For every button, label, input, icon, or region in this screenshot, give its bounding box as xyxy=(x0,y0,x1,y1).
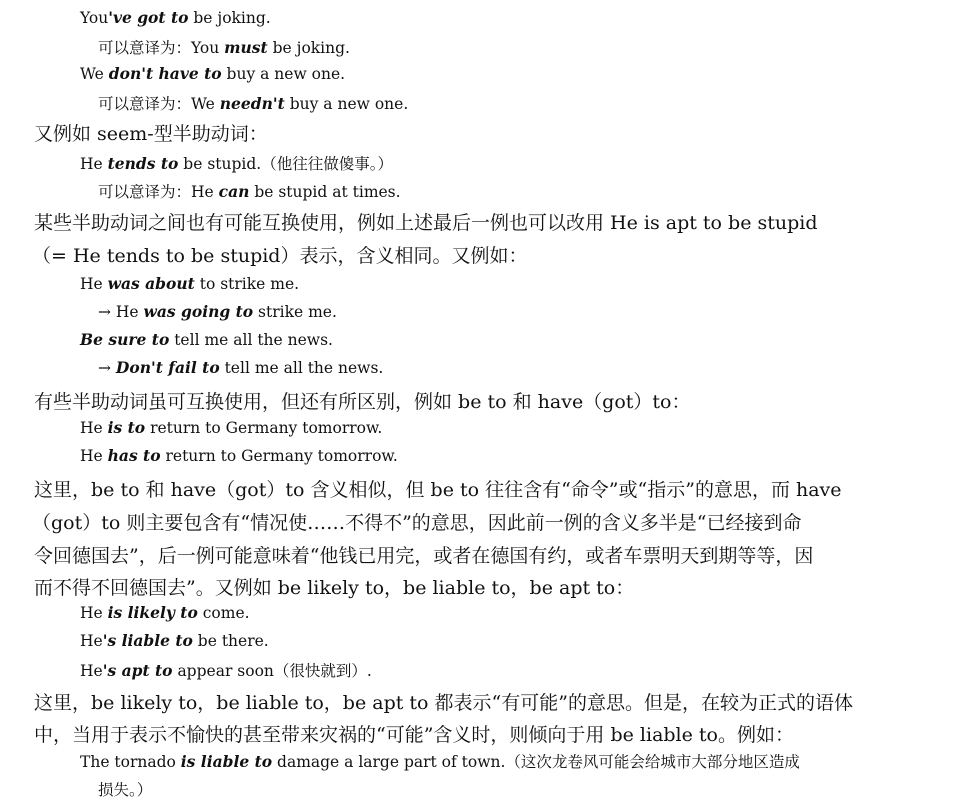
example-line xyxy=(80,330,333,349)
example-line xyxy=(80,64,345,83)
text-run: We xyxy=(80,65,109,83)
example-line xyxy=(80,446,398,465)
text-run: be stupid at times. xyxy=(249,183,401,201)
example-line xyxy=(80,631,269,650)
text-run: He xyxy=(80,447,108,465)
body-text-line xyxy=(34,387,691,414)
text-run: 有些半助动词虽可互换使用，但还有所区别，例如 be to 和 have（got）to： xyxy=(34,391,691,413)
text-run: He xyxy=(80,275,108,293)
emphasized-phrase: 's apt to xyxy=(102,661,173,680)
body-text-line xyxy=(32,241,527,268)
text-run: buy a new one. xyxy=(221,65,346,83)
example-line xyxy=(98,358,383,377)
text-run: He xyxy=(80,155,108,173)
example-line xyxy=(80,418,382,437)
text-run: 可以意译为：He xyxy=(98,183,219,201)
example-line xyxy=(80,659,372,681)
emphasized-phrase: was going to xyxy=(143,302,254,321)
text-run: 又例如 seem-型半助动词： xyxy=(34,123,268,145)
text-run: （= He tends to be stupid）表示，含义相同。又例如： xyxy=(32,245,528,267)
emphasized-phrase: is to xyxy=(107,418,146,437)
text-run: tell me all the news. xyxy=(169,331,333,349)
text-run: 某些半助动词之间也有可能互换使用，例如上述最后一例也可以改用 He is apt to be stupid xyxy=(34,212,818,234)
text-run: be stupid.（他往往做傻事。） xyxy=(178,155,393,173)
text-run: You xyxy=(80,9,109,27)
text-run: 令回德国去”，后一例可能意味着“他钱已用完，或者在德国有约，或者车票明天到期等等，因 xyxy=(34,545,814,567)
body-text-line xyxy=(32,508,929,535)
text-run: 这里，be likely to，be liable to，be apt to 都表示“有可能”的意思。但是，在较为正式的语体 xyxy=(34,692,853,714)
text-run: → He xyxy=(98,303,144,321)
example-line xyxy=(80,8,271,27)
text-run: damage a large part of town.（这次龙卷风可能会给城市大部分地区造成 xyxy=(272,753,800,771)
text-run: to strike me. xyxy=(194,275,300,293)
text-run: He xyxy=(80,632,103,650)
emphasized-phrase: Don't fail to xyxy=(115,358,220,377)
text-run: return to Germany tomorrow. xyxy=(160,447,398,465)
text-run: He xyxy=(80,662,103,680)
example-line xyxy=(98,302,337,321)
text-run: 中，当用于表示不愉快的甚至带来灾祸的“可能”含义时，则倾向于用 be liable to。例如： xyxy=(34,724,794,746)
text-run: be there. xyxy=(192,632,269,650)
text-run: 而不得不回德国去”。又例如 be likely to，be liable to，be apt to： xyxy=(34,577,635,599)
text-run: 可以意译为：You xyxy=(98,39,225,57)
text-run: tell me all the news. xyxy=(219,359,384,377)
body-text-line xyxy=(34,573,634,600)
emphasized-phrase: must xyxy=(224,38,268,57)
paraphrase-line xyxy=(98,180,401,202)
example-line xyxy=(80,274,299,293)
text-run: He xyxy=(80,419,108,437)
text-run: strike me. xyxy=(253,303,337,321)
body-text-line xyxy=(34,720,794,747)
example-line xyxy=(80,750,928,772)
example-line xyxy=(80,603,250,622)
body-text-line xyxy=(34,541,929,568)
text-run: The tornado xyxy=(80,753,181,771)
text-run: 损失。） xyxy=(98,781,153,799)
paraphrase-line xyxy=(98,36,350,58)
emphasized-phrase: Be sure to xyxy=(80,330,170,349)
text-run: 这里，be to 和 have（got）to 含义相似，但 be to 往往含有“命令”或“指示”的意思，而 have xyxy=(34,479,842,501)
body-text-line xyxy=(34,475,929,502)
emphasized-phrase: 've got to xyxy=(108,8,189,27)
emphasized-phrase: is liable to xyxy=(180,752,273,771)
body-text-line xyxy=(34,119,268,146)
text-run: （got）to 则主要包含有“情况使……不得不”的意思，因此前一例的含义多半是“已经接到命 xyxy=(32,512,802,534)
text-run: be joking. xyxy=(188,9,271,27)
emphasized-phrase: tends to xyxy=(107,154,179,173)
text-run: → xyxy=(98,359,116,377)
text-run: come. xyxy=(197,604,250,622)
paraphrase-line xyxy=(98,92,408,114)
example-line xyxy=(98,778,152,800)
emphasized-phrase: needn't xyxy=(219,94,285,113)
example-line xyxy=(80,152,393,174)
emphasized-phrase: has to xyxy=(107,446,161,465)
emphasized-phrase: is likely to xyxy=(107,603,198,622)
emphasized-phrase: can xyxy=(218,182,250,201)
text-run: buy a new one. xyxy=(284,95,409,113)
text-run: appear soon（很快就到）. xyxy=(172,662,372,680)
text-run: 可以意译为：We xyxy=(98,95,220,113)
body-text-line xyxy=(34,688,929,715)
emphasized-phrase: don't have to xyxy=(108,64,222,83)
text-run: return to Germany tomorrow. xyxy=(145,419,383,437)
text-run: be joking. xyxy=(267,39,350,57)
emphasized-phrase: was about xyxy=(107,274,195,293)
emphasized-phrase: 's liable to xyxy=(102,631,193,650)
body-text-line xyxy=(34,208,929,235)
text-run: He xyxy=(80,604,108,622)
